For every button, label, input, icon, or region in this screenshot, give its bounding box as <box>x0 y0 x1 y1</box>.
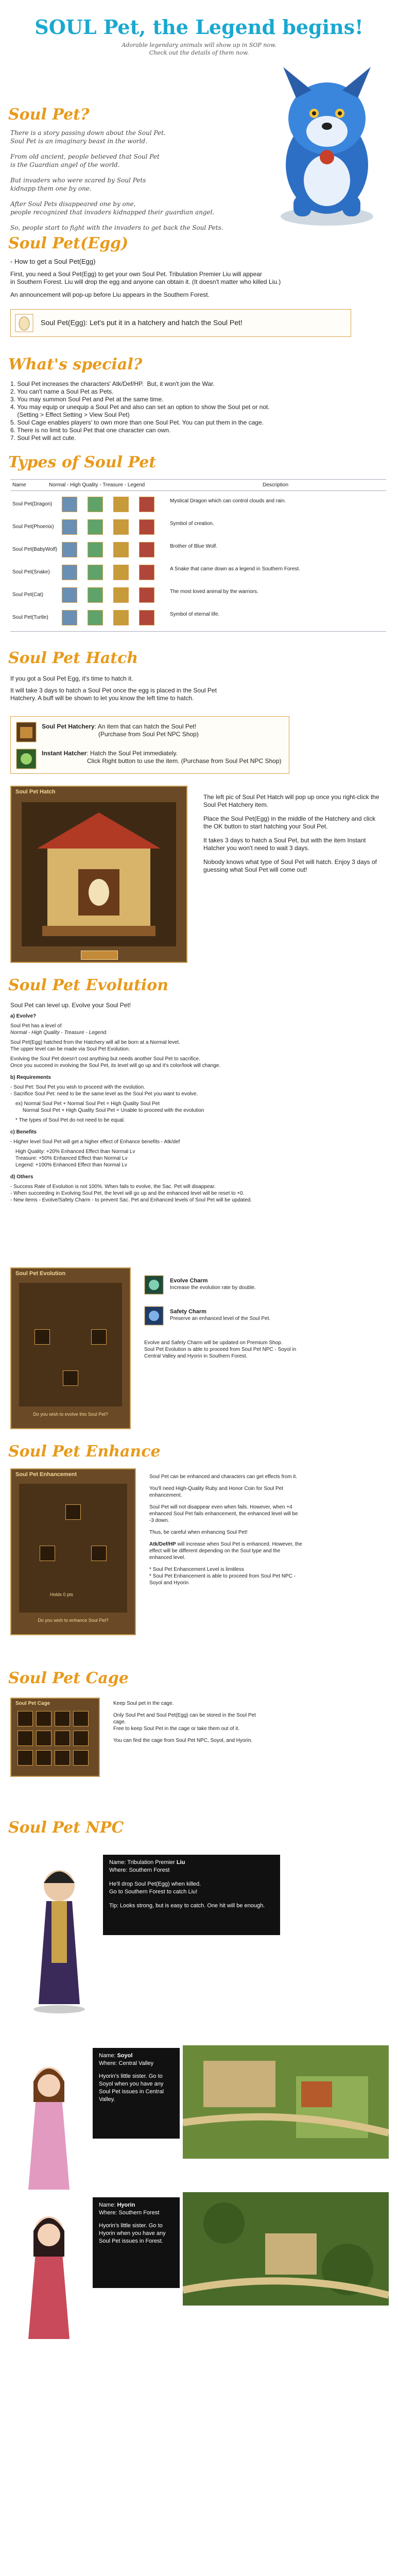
central-valley-map <box>183 2045 389 2159</box>
evo-line: * The types of Soul Pet do not need to be equal. <box>15 1117 125 1123</box>
evolve-charm-text: Increase the evolution rate by double. <box>170 1285 256 1291</box>
npc-name-label: Name: <box>99 2053 117 2059</box>
safety-charm-text: Preserve an enhanced level of the Soul Pet. <box>170 1316 271 1321</box>
enhance-window-title: Soul Pet Enhancement <box>15 1471 77 1478</box>
safety-charm-icon <box>144 1306 164 1326</box>
col-grades: Normal - High Quality - Treasure - Legend <box>49 482 145 488</box>
npc-text: Go to Southern Forest to catch Liu! <box>109 1889 198 1895</box>
hatch-window <box>10 786 187 963</box>
enhance-line: You'll need High-Quality Ruby and Honor Coin for Soul Pet enhancement. <box>149 1486 284 1498</box>
evolve-charm-title: Evolve Charm <box>170 1278 208 1284</box>
egg-line: in Southern Forest. Liu will drop the egg and anyone can obtain it. (It doesn't matter who killed Liu.) <box>10 278 281 285</box>
hatch-right-line: Nobody knows what type of Soul Pet will hatch. Enjoy 3 days of guessing what Soul Pet will come out! <box>203 858 377 873</box>
types-row <box>10 562 386 584</box>
evo-line: Soul Pet has a level of <box>10 1023 62 1029</box>
evo-line: Normal Soul Pet + High Quality Soul Pet = Unable to proceed with the evolution <box>15 1108 204 1113</box>
evo-head: d) Others <box>10 1174 33 1180</box>
evolution-note <box>144 1340 386 1360</box>
enhance-line: Thus, be careful when enhancing Soul Pet! <box>149 1530 248 1535</box>
special-item: 7. Soul Pet will act cute. <box>10 434 76 442</box>
instant-hatcher-icon <box>16 749 37 769</box>
instant-hatcher-desc <box>42 750 282 765</box>
pet-desc: Brother of Blue Wolf. <box>170 544 218 549</box>
cage-window-title: Soul Pet Cage <box>15 1701 50 1706</box>
section-heading-cage: Soul Pet Cage <box>8 1669 129 1687</box>
evo-head: b) Requirements <box>10 1075 51 1080</box>
ok-button[interactable] <box>81 951 118 960</box>
pet-grade-icon <box>88 519 103 535</box>
intro-line: kidnapp them one by one. <box>10 185 92 192</box>
hatch-line: If you got a Soul Pet Egg, it's time to hatch it. <box>10 675 133 682</box>
cage-line: You can find the cage from Soul Pet NPC, Soyol, and Hyorin. <box>113 1738 253 1743</box>
enhance-slots-area <box>19 1484 127 1613</box>
pet-name: Soul Pet(Dragon) <box>12 501 53 507</box>
pet-grade-icon <box>139 542 154 557</box>
cage-slot[interactable] <box>55 1711 70 1726</box>
types-row <box>10 494 386 516</box>
pet-name: Soul Pet(Snake) <box>12 569 50 575</box>
page-title: SOUL Pet, the Legend begins! <box>34 15 364 39</box>
divider <box>10 631 386 632</box>
npc-text: Hyorin's little sister. Go to Hyorin when you have any Soul Pet issues in Forest. <box>99 2223 166 2244</box>
pet-grade-icon <box>62 587 77 603</box>
enhance-line: Soul Pet will not disappear even when fails. However, when +4 enhanced Soul Pet fails enhancement, the enhanced level will be -3 down. <box>149 1504 298 1523</box>
npc-name-label: Name: <box>99 2202 117 2208</box>
pet-desc: The most loved animal by the warriors. <box>170 589 258 595</box>
egg-text <box>10 258 391 299</box>
intro-line: From old ancient, people believed that Soul Pet <box>10 153 160 160</box>
cage-slot[interactable] <box>55 1750 70 1766</box>
pet-grade-icon <box>113 519 129 535</box>
col-name: Name <box>12 482 26 488</box>
pet-grade-icon <box>113 542 129 557</box>
pet-grade-icon <box>139 610 154 625</box>
special-item: 2. You can't name a Soul Pet as Pets. <box>10 388 114 395</box>
pet-grade-icon <box>113 610 129 625</box>
evo-line: - Success Rate of Evolution is not 100%. When fails to evolve, the Sac. Pet will disappear. <box>10 1184 216 1190</box>
subtitle-line: Adorable legendary animals will show up in SOP now. <box>122 42 276 48</box>
evolution-window-title: Soul Pet Evolution <box>15 1270 66 1277</box>
cage-slot[interactable] <box>55 1731 70 1746</box>
intro-line: is the Guardian angel of the world. <box>10 161 120 168</box>
hatchery-bold: Soul Pet Hatchery <box>42 723 95 730</box>
evo-line: - New items - Evolve/Safety Charm - to prevent Sac. Pet and Enhanced levels of Soul Pet will be updated. <box>10 1197 252 1203</box>
hatch-items-box <box>10 716 289 774</box>
npc-where: Where: Central Valley <box>99 2060 154 2066</box>
cage-slot[interactable] <box>36 1711 51 1726</box>
section-heading-evolution: Soul Pet Evolution <box>8 976 169 994</box>
special-item: 6. There is no limit to Soul Pet that one character can own. <box>10 427 171 434</box>
enhance-line: * Soul Pet Enhancement is able to proceed from Soul Pet NPC - Soyol and Hyorin <box>149 1573 296 1586</box>
hatch-window-title: Soul Pet Hatch <box>15 789 56 795</box>
enhance-coin-slot[interactable] <box>91 1546 107 1561</box>
section-heading-npc: Soul Pet NPC <box>8 1819 124 1837</box>
section-heading-enhance: Soul Pet Enhance <box>8 1443 161 1461</box>
pet-desc: Symbol of creation. <box>170 521 214 527</box>
pet-grade-icon <box>88 610 103 625</box>
enhance-rest: will increase when Soul Pet is enhanced. However, the effect will be different depending on the Soul type and the enhanced level. <box>149 1541 302 1561</box>
cage-line: Keep Soul pet in the cage. <box>113 1701 174 1706</box>
npc-name: Soyol <box>117 2053 133 2059</box>
pet-name: Soul Pet(Turtle) <box>12 615 48 620</box>
egg-question: - How to get a Soul Pet(Egg) <box>10 258 96 265</box>
evo-line: - Soul Pet: Soul Pet you wish to proceed with the evolution. <box>10 1084 145 1090</box>
evo-line: Soul Pet(Egg) hatched from the Hatchery will all be born at a Normal level. <box>10 1040 180 1045</box>
pet-grade-icon <box>62 519 77 535</box>
col-desc: Description <box>263 482 289 488</box>
pet-grade-icon <box>113 497 129 512</box>
types-row <box>10 584 386 607</box>
npc-text: Hyorin's little sister. Go to Soyol when you have any Soul Pet issues in Central Valley. <box>99 2073 164 2103</box>
pet-name: Soul Pet(Cat) <box>12 592 44 598</box>
hatch-right-line: It takes 3 days to hatch a Soul Pet, but with the item Instant Hatcher you won't need to wait 3 days. <box>203 837 366 852</box>
special-item: 5. Soul Cage enables players' to own more than one Soul Pet. You can put them in the cage. <box>10 419 264 426</box>
pet-grade-icon <box>139 565 154 580</box>
egg-icon <box>15 314 33 332</box>
evo-line: The upper level can be made via Soul Pet Evolution. <box>10 1046 130 1052</box>
cage-slot[interactable] <box>18 1711 33 1726</box>
egg-line: An announcement will pop-up before Liu appears in the Southern Forest. <box>10 291 210 298</box>
intro-line: So, people start to fight with the invaders to get back the Soul Pets. <box>10 224 223 231</box>
blue-wolf-illustration <box>263 62 391 232</box>
types-table <box>10 494 386 630</box>
pet-desc: Mystical Dragon which can control clouds and rain. <box>170 498 286 504</box>
evo-line: Evolving the Soul Pet doesn't cost anything but needs another Soul Pet to sacrifice. <box>10 1056 200 1062</box>
southern-forest-map <box>183 2192 389 2306</box>
cage-line: Only Soul Pet and Soul Pet(Egg) can be stored in the Soul Pet cage. <box>113 1713 256 1725</box>
intro-line: But invaders who were scared by Soul Pets <box>10 177 146 184</box>
pet-grade-icon <box>139 497 154 512</box>
cage-text <box>113 1700 268 1744</box>
egg-callout-rest: Let's put it in a hatchery and hatch the Soul Pet! <box>89 318 243 327</box>
npc-hyorin-card <box>93 2197 180 2288</box>
npc-text: He'll drop Soul Pet(Egg) when killed. <box>109 1881 201 1887</box>
hatch-text <box>10 675 391 702</box>
evo-line: ex) Normal Soul Pet + Normal Soul Pet = High Quality Soul Pet <box>15 1101 160 1107</box>
instant-bold: Instant Hatcher <box>42 750 87 757</box>
pet-grade-icon <box>88 542 103 557</box>
cage-slot[interactable] <box>18 1750 33 1766</box>
pet-grade-icon <box>62 565 77 580</box>
hatch-right-line: Place the Soul Pet(Egg) in the middle of the Hatchery and click the OK button to start hatching your Soul Pet. <box>203 815 376 830</box>
instant-shop: Click Right button to use the item. (Purchase from Soul Pet NPC Shop) <box>87 757 282 765</box>
section-heading-egg: Soul Pet(Egg) <box>8 234 129 252</box>
evolution-slots-area <box>19 1283 122 1406</box>
enhance-text <box>149 1473 304 1586</box>
section-heading-hatch: Soul Pet Hatch <box>8 649 139 667</box>
enhance-line: * Soul Pet Enhancement Level is limitless <box>149 1567 244 1572</box>
special-item: (Setting > Effect Setting > View Soul Pet) <box>10 411 130 418</box>
special-list <box>10 380 391 442</box>
page-subtitle <box>0 41 398 57</box>
cage-slot[interactable] <box>73 1731 89 1746</box>
pet-grade-icon <box>139 519 154 535</box>
intro-line: people recognized that invaders kidnapped their guardian angel. <box>10 209 215 216</box>
egg-callout <box>10 309 351 337</box>
pet-desc: Symbol of eternal life. <box>170 612 220 617</box>
npc-hyorin-portrait <box>15 2190 82 2344</box>
evo-note-line: Central Valley and Hyorin in Southern Forest. <box>144 1353 248 1359</box>
evo-line: Legend: +100% Enhanced Effect than Normal Lv <box>15 1162 127 1168</box>
special-item: 4. You may equip or unequip a Soul Pet and also can set an option to show the Soul pet or not. <box>10 403 270 411</box>
intro-line: After Soul Pets disappeared one by one, <box>10 200 136 208</box>
subtitle-line: Check out the details of them now. <box>149 49 249 56</box>
evolve-slot[interactable] <box>34 1329 50 1345</box>
enhance-pet-slot[interactable] <box>65 1504 81 1520</box>
cage-window <box>10 1698 100 1777</box>
pet-grade-icon <box>113 565 129 580</box>
npc-name: Liu <box>176 1859 185 1866</box>
enhance-window-footer: Do you wish to enhance Soul Pet? <box>38 1618 109 1623</box>
evo-head: a) Evolve? <box>10 1013 37 1019</box>
evolve-charm-desc <box>170 1278 256 1291</box>
intro-line: There is a story passing down about the Soul Pet. <box>10 129 166 137</box>
pet-grade-icon <box>88 497 103 512</box>
npc-liu-card <box>103 1855 280 1935</box>
pet-grade-icon <box>62 542 77 557</box>
section-heading-special: What's special? <box>8 355 143 374</box>
section-heading-soul-pet: Soul Pet? <box>8 106 90 124</box>
evo-line: Treasure: +50% Enhanced Effect than Normal Lv <box>15 1156 128 1161</box>
instant-rest: : Hatch the Soul Pet immediately. <box>86 750 178 757</box>
npc-name-label: Name: Tribulation Premier <box>109 1859 177 1866</box>
divider <box>10 479 386 480</box>
result-slot[interactable] <box>63 1370 78 1386</box>
enhance-ruby-slot[interactable] <box>40 1546 55 1561</box>
evo-line: Soul Pet can level up. Evolve your Soul Pet! <box>10 1002 131 1009</box>
pet-grade-icon <box>62 497 77 512</box>
evolution-text <box>10 1002 391 1204</box>
pet-grade-icon <box>88 565 103 580</box>
pet-grade-icon <box>139 587 154 603</box>
egg-line: First, you need a Soul Pet(Egg) to get your own Soul Pet. Tribulation Premier Liu will appear <box>10 270 262 278</box>
evo-line: - When succeeding in Evolving Soul Pet, the level will go up and the enhanced level will be reset to +0. <box>10 1191 245 1196</box>
cage-slot[interactable] <box>73 1711 89 1726</box>
hatch-right-line: The left pic of Soul Pet Hatch will pop up once you right-click the Soul Pet Hatchery item. <box>203 793 379 808</box>
enhance-line: Soul Pet can be enhanced and characters can get effects from it. <box>149 1474 298 1480</box>
npc-where: Where: Southern Forest <box>99 2210 160 2216</box>
hatchery-art <box>22 802 176 946</box>
cage-slot[interactable] <box>18 1731 33 1746</box>
evo-line: High Quality: +20% Enhanced Effect than Normal Lv <box>15 1149 135 1155</box>
special-item: 1. Soul Pet increases the characters' Atk/Def/HP. But, it won't join the War. <box>10 380 215 387</box>
npc-soyol-card <box>93 2048 180 2139</box>
npc-where: Where: Southern Forest <box>109 1867 170 1873</box>
safety-charm-title: Safety Charm <box>170 1309 206 1315</box>
evo-note-line: Evolve and Safety Charm will be updated on Premium Shop. <box>144 1340 283 1346</box>
pet-desc: A Snake that came down as a legend in Southern Forest. <box>170 566 300 572</box>
npc-tip: Tip: Looks strong, but is easy to catch. One hit will be enough. <box>109 1903 265 1909</box>
types-row <box>10 607 386 630</box>
hatchery-icon <box>16 722 37 742</box>
evolution-window-footer: Do you wish to evolve this Soul Pet? <box>33 1412 108 1417</box>
enhance-stat: Holds 0 pts <box>50 1592 74 1597</box>
evo-head: c) Benefits <box>10 1129 37 1135</box>
pet-grade-icon <box>113 587 129 603</box>
hatchery-desc <box>42 723 199 738</box>
cage-slot[interactable] <box>36 1750 51 1766</box>
hatchery-shop: (Purchase from Soul Pet NPC Shop) <box>98 731 199 738</box>
evo-line: - Sacrifice Soul Pet: need to be the same level as the Soul Pet you want to evolve. <box>10 1091 198 1097</box>
pet-grade-icon <box>62 610 77 625</box>
divider <box>10 490 386 491</box>
cage-line: Free to keep Soul Pet in the cage or take them out of it. <box>113 1726 240 1732</box>
evo-note-line: Soul Pet Evolution is able to proceed from Soul Pet NPC - Soyol in <box>144 1347 297 1352</box>
npc-name: Hyorin <box>117 2202 135 2208</box>
npc-liu-portrait <box>21 1844 98 2014</box>
hatch-line: It will take 3 days to hatch a Soul Pet once the egg is placed in the Soul Pet <box>10 687 217 694</box>
intro-text <box>10 129 227 232</box>
types-row <box>10 516 386 539</box>
cage-grid <box>18 1711 93 1772</box>
hatchery-rest: : An item that can hatch the Soul Pet! <box>94 723 197 730</box>
pet-name: Soul Pet(Phoenix) <box>12 524 54 530</box>
section-heading-types: Types of Soul Pet <box>8 453 157 471</box>
pet-grade-icon <box>88 587 103 603</box>
evolve-charm-icon <box>144 1275 164 1295</box>
types-row <box>10 539 386 562</box>
enhance-bold: Atk/Def/HP <box>149 1541 176 1547</box>
evo-line: Normal - High Quality - Treasure - Legend. <box>10 1030 108 1036</box>
evo-line: Once you succeed in evolving the Soul Pet, its level will go up and it's color/look will change. <box>10 1063 221 1069</box>
pet-name: Soul Pet(BabyWolf) <box>12 547 58 552</box>
intro-line: Soul Pet is an imaginary beast in the world. <box>10 138 147 145</box>
hatch-right-text <box>203 793 384 874</box>
cage-slot[interactable] <box>73 1750 89 1766</box>
enhance-window <box>10 1468 136 1635</box>
safety-charm-desc <box>170 1309 270 1322</box>
sacrifice-slot[interactable] <box>91 1329 107 1345</box>
egg-callout-bold: Soul Pet(Egg): <box>41 318 90 327</box>
evo-line: - Higher level Soul Pet will get a higher effect of Enhance benefits - Atk/def <box>10 1139 180 1145</box>
cage-slot[interactable] <box>36 1731 51 1746</box>
evolution-window <box>10 1267 131 1429</box>
npc-soyol-portrait <box>15 2040 82 2195</box>
hatch-line: Hatchery. A buff will be shown to let you know the left time to hatch. <box>10 694 194 702</box>
egg-callout-text <box>41 318 243 327</box>
special-item: 3. You may summon Soul Pet and Pet at the same time. <box>10 396 164 403</box>
